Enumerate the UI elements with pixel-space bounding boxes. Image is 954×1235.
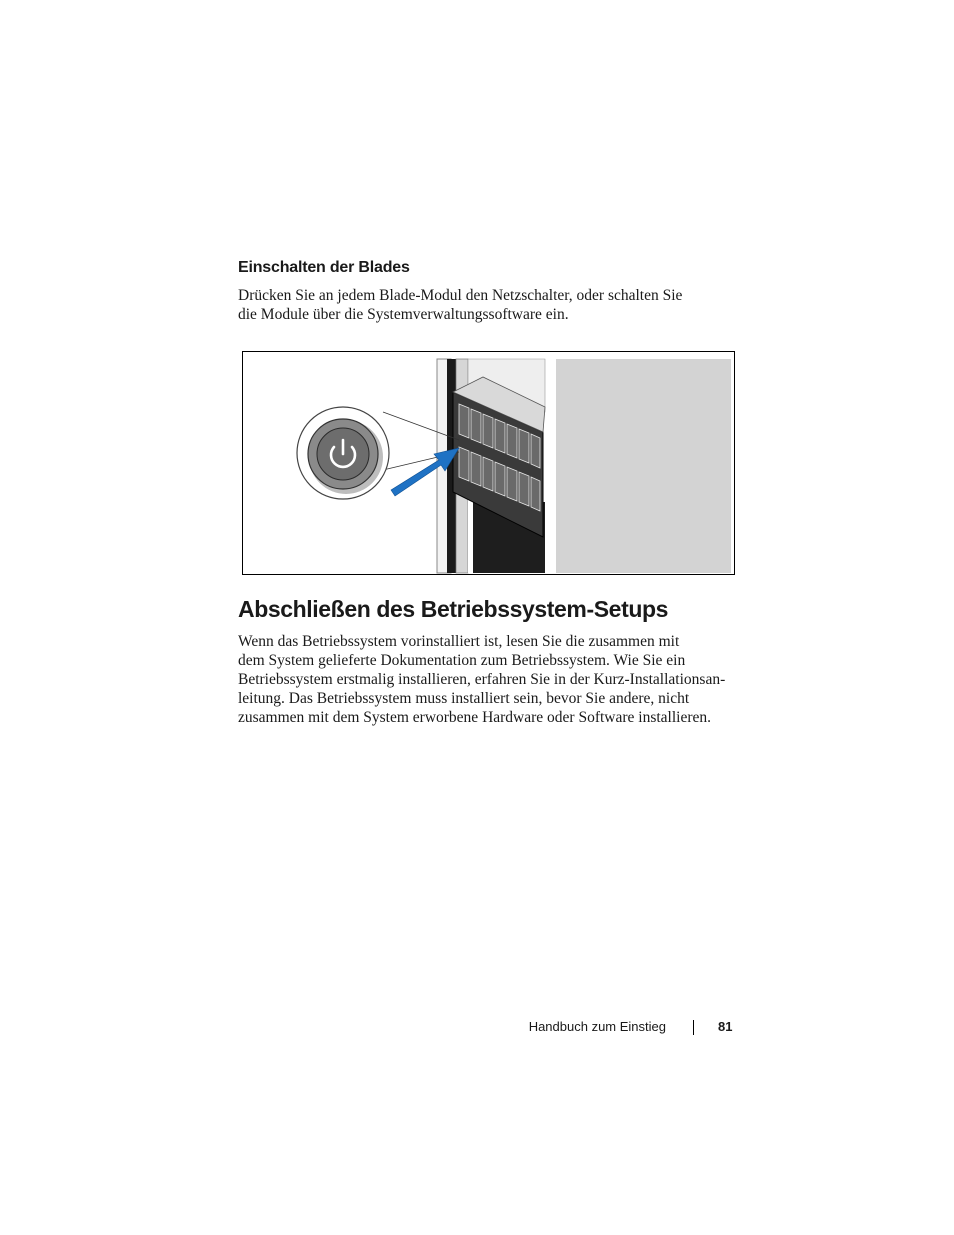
intro-line: die Module über die Systemverwaltungssoftware ein. [238, 306, 569, 323]
footer-title: Handbuch zum Einstieg [528, 1019, 666, 1034]
blade-power-figure [242, 351, 735, 575]
footer-divider [693, 1020, 694, 1035]
body-paragraph [238, 632, 725, 727]
section-subheading: Einschalten der Blades [238, 259, 410, 276]
intro-line: Drücken Sie an jedem Blade-Modul den Netzschalter, oder schalten Sie [238, 287, 683, 304]
body-line: dem System gelieferte Dokumentation zum Betriebssystem. Wie Sie ein [238, 652, 686, 669]
page-number: 81 [718, 1019, 733, 1034]
intro-paragraph [238, 286, 682, 324]
body-line: zusammen mit dem System erworbene Hardware oder Software installieren. [238, 709, 712, 726]
page-heading: Abschließen des Betriebssystem-Setups [238, 596, 669, 622]
body-line: Wenn das Betriebssystem vorinstalliert ist, lesen Sie die zusammen mit [238, 633, 680, 650]
page-footer [0, 1019, 954, 1039]
power-button-icon [295, 405, 391, 501]
body-line: Betriebssystem erstmalig installieren, erfahren Sie in der Kurz-Installationsan- [238, 671, 726, 688]
body-line: leitung. Das Betriebssystem muss installiert sein, bevor Sie andere, nicht [238, 690, 690, 707]
